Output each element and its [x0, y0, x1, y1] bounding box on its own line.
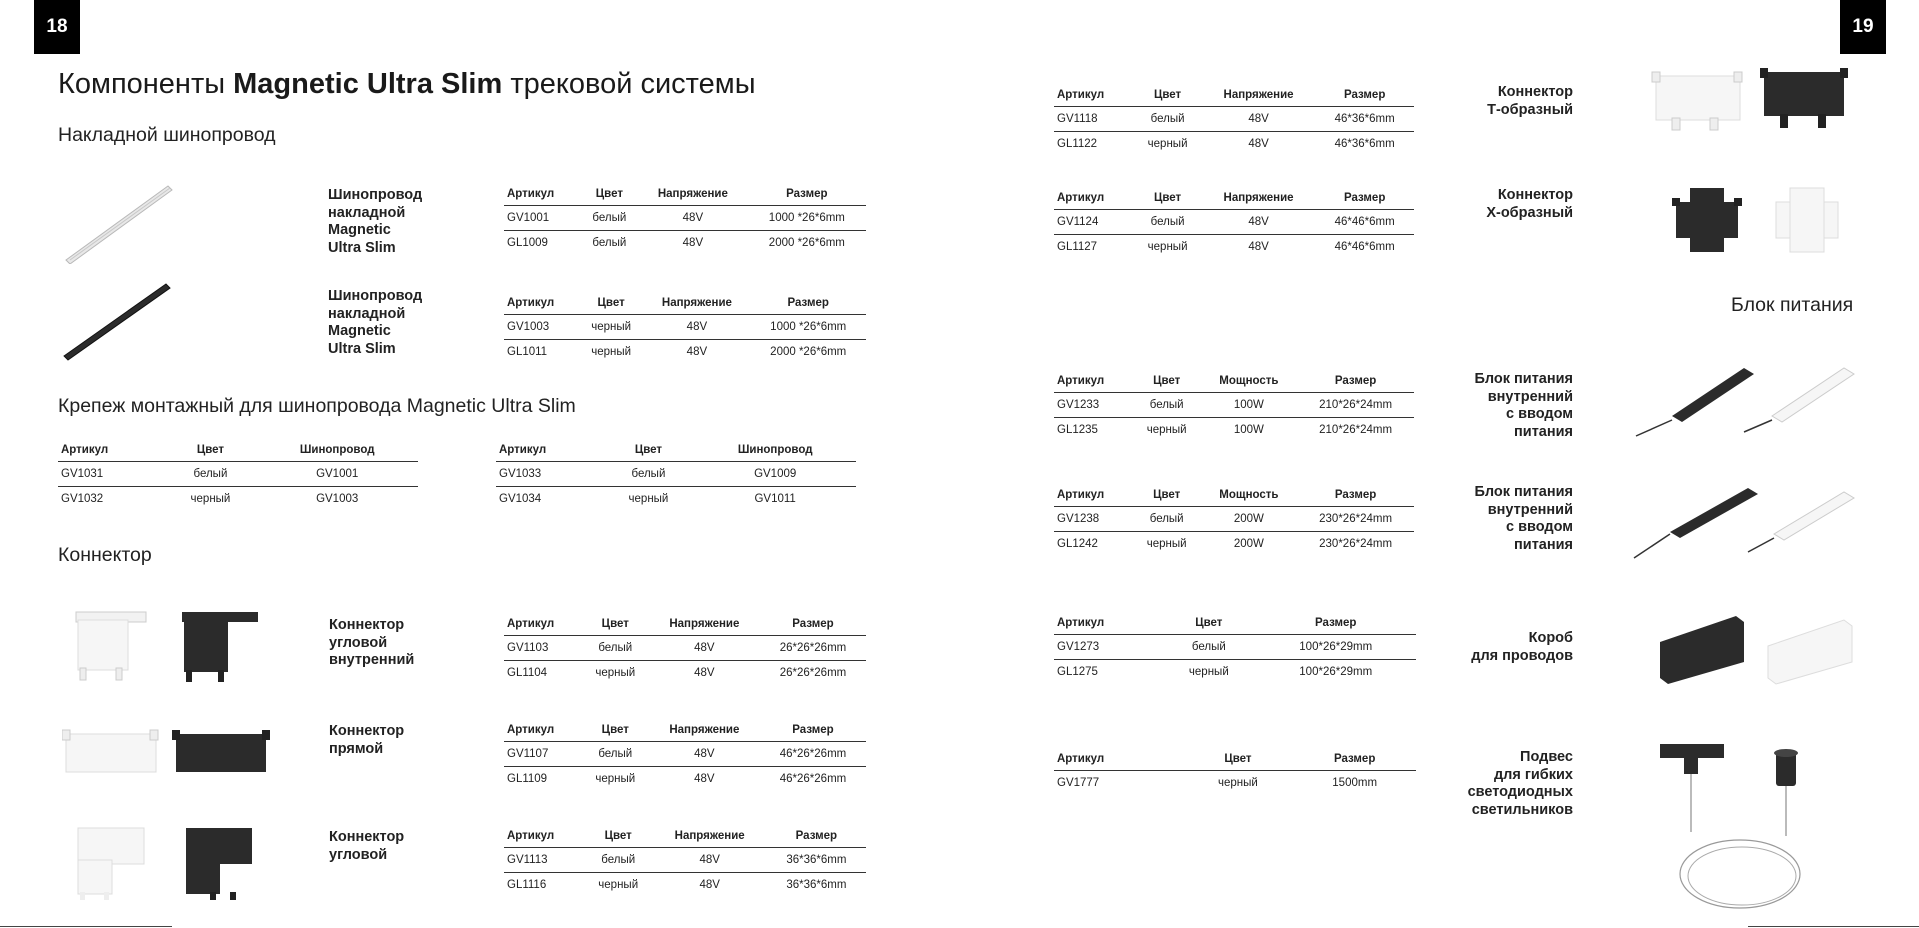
table-header-row [504, 292, 866, 315]
connector-inner-image [70, 606, 270, 686]
table-row [504, 873, 866, 898]
busbar-black-label [328, 288, 422, 358]
cell: 46*26*26mm [779, 773, 847, 785]
label-line: Т-образный [1487, 101, 1573, 118]
label-line: Шинопровод [328, 288, 423, 304]
table-row [1054, 507, 1414, 532]
label-line: угловой [329, 634, 388, 651]
section-power: Блок питания [1731, 294, 1854, 316]
col-header: Напряжение [653, 825, 767, 848]
table-row [58, 462, 418, 487]
cell: GV1118 [1054, 107, 1133, 132]
col-header: Размер [767, 825, 866, 848]
table-header-row [1054, 370, 1414, 393]
cell: 1500mm [1332, 777, 1378, 789]
cell: GV1031 [58, 462, 165, 487]
table-row [504, 231, 866, 256]
col-header: Цвет [1162, 612, 1255, 635]
connector-corner-table [504, 825, 866, 897]
cell: 48V [1202, 107, 1316, 132]
label-line: с вводом [1506, 519, 1573, 535]
cell: белый [1133, 393, 1201, 418]
cell: GV1032 [61, 493, 104, 505]
connector-corner-label [329, 829, 404, 864]
cell: 210*26*24mm [1297, 393, 1414, 418]
cell: черный [591, 346, 632, 358]
table-row [1054, 771, 1416, 796]
cell: белый [582, 742, 649, 767]
cell: 46*26*26mm [760, 742, 866, 767]
cell: 48V [1248, 138, 1269, 150]
col-header: Шинопровод [694, 439, 856, 462]
cell: черный [190, 493, 231, 505]
label-line: Шинопровод [328, 187, 423, 203]
cell: черный [595, 773, 636, 785]
col-header: Размер [1297, 370, 1414, 393]
cell: черный [628, 493, 669, 505]
busbar-white-table [504, 183, 866, 255]
cell: черный [598, 879, 639, 891]
col-header: Цвет [582, 719, 649, 742]
col-header: Цвет [1133, 484, 1201, 507]
connector-x-label [1440, 187, 1573, 222]
connector-t-label [1440, 84, 1573, 119]
mount-right-table [496, 439, 856, 511]
cell: белый [581, 206, 638, 231]
col-header: Артикул [1054, 370, 1133, 393]
cell: белый [1133, 507, 1201, 532]
label-line: Magnetic [328, 222, 391, 238]
cell: 48V [1202, 210, 1316, 235]
title-prefix: Компоненты [58, 68, 234, 100]
cell: черный [1188, 666, 1229, 678]
label-line: питания [1514, 536, 1573, 553]
label-line: Magnetic [328, 323, 391, 339]
page-title [58, 68, 756, 101]
connector-straight-label [329, 723, 404, 758]
cell: 48V [653, 848, 767, 873]
cell: 100W [1233, 424, 1264, 436]
col-header: Размер [1315, 187, 1414, 210]
cell: GL1242 [1057, 538, 1098, 550]
table-row [1054, 418, 1414, 443]
table-row [504, 742, 866, 767]
col-header: Размер [1255, 612, 1416, 635]
col-header: Артикул [58, 439, 165, 462]
cell: 48V [686, 346, 708, 358]
section-mounting: Крепеж монтажный для шинопровода Magnetic Ultra Slim [58, 395, 576, 417]
page-number-text: 19 [1852, 16, 1874, 37]
cell: 230*26*24mm [1297, 507, 1414, 532]
power-100-table [1054, 370, 1414, 442]
cell: GV1777 [1057, 777, 1100, 789]
cell: GV1113 [504, 848, 584, 873]
col-header: Артикул [504, 292, 579, 315]
section-connector: Коннектор [58, 544, 152, 566]
label-line: внутренний [1487, 388, 1573, 405]
cell: белый [165, 462, 257, 487]
label-line: светильников [1471, 801, 1573, 818]
suspension-image [1656, 736, 1836, 916]
col-header: Цвет [584, 825, 653, 848]
cell: 100*26*29mm [1299, 666, 1373, 678]
col-header: Размер [1297, 484, 1414, 507]
label-line: Подвес [1520, 749, 1573, 765]
col-header: Мощность [1201, 484, 1298, 507]
cell: белый [1133, 107, 1201, 132]
label-line: для проводов [1471, 647, 1573, 664]
section-busbar: Накладной шинопровод [58, 124, 276, 146]
power-200-label [1420, 484, 1573, 554]
col-header: Артикул [1054, 187, 1133, 210]
table-row [1054, 235, 1414, 260]
connector-corner-image [74, 824, 274, 904]
table-row [1054, 532, 1414, 557]
cell: GV1124 [1054, 210, 1133, 235]
col-header: Артикул [504, 719, 582, 742]
cell: GV1011 [754, 493, 796, 505]
col-header: Цвет [603, 439, 695, 462]
page-number-right [1840, 0, 1886, 54]
cell: 48V [682, 237, 704, 249]
cell: 200W [1201, 507, 1298, 532]
table-row [1054, 210, 1414, 235]
cell: белый [592, 237, 627, 249]
power-100-image [1632, 360, 1862, 450]
connector-t-table [1054, 84, 1414, 156]
table-row [1054, 660, 1416, 685]
cell: 1000 *26*6mm [748, 206, 866, 231]
wire-box-label [1440, 630, 1573, 665]
label-line: Коннектор [1497, 84, 1573, 100]
col-header: Артикул [1054, 612, 1162, 635]
cell: GV1033 [496, 462, 603, 487]
table-row [504, 767, 866, 792]
col-header: Напряжение [649, 613, 760, 636]
connector-t-image [1650, 66, 1850, 150]
table-row [496, 487, 856, 512]
cell: GV1001 [256, 462, 418, 487]
col-header: Напряжение [1202, 84, 1316, 107]
table-row [496, 462, 856, 487]
bottom-rule-left [0, 926, 172, 927]
busbar-white-image [62, 182, 174, 264]
cell: GL1122 [1057, 138, 1098, 150]
cell: GV1034 [499, 493, 542, 505]
label-line: Коннектор [1497, 187, 1573, 203]
cell: 100W [1201, 393, 1298, 418]
cell: 36*36*6mm [767, 848, 866, 873]
cell: белый [584, 848, 653, 873]
label-line: Блок питания [1474, 371, 1573, 387]
cell: GV1238 [1054, 507, 1133, 532]
cell: черный [1147, 241, 1188, 253]
col-header: Артикул [504, 825, 584, 848]
col-header: Цвет [1133, 187, 1201, 210]
cell: 210*26*24mm [1319, 424, 1393, 436]
title-bold: Magnetic Ultra Slim [233, 68, 503, 100]
col-header: Напряжение [643, 292, 750, 315]
col-header: Артикул [1054, 84, 1133, 107]
label-line: питания [1514, 423, 1573, 440]
cell: 48V [694, 667, 715, 679]
cell: GV1273 [1054, 635, 1162, 660]
cell: черный [1146, 538, 1187, 550]
cell: GL1109 [507, 773, 548, 785]
cell: 46*36*6mm [1315, 107, 1414, 132]
cell: 36*36*6mm [786, 879, 847, 891]
table-row [504, 661, 866, 686]
table-header-row [496, 439, 856, 462]
label-line: внутренний [1487, 501, 1573, 518]
label-line: накладной [328, 305, 406, 322]
cell: GL1275 [1057, 666, 1098, 678]
col-header: Артикул [1054, 748, 1183, 771]
label-line: прямой [329, 740, 384, 757]
cell: GV1103 [504, 636, 582, 661]
col-header: Размер [1293, 748, 1416, 771]
power-200-image [1630, 482, 1862, 562]
table-header-row [1054, 187, 1414, 210]
cell: 48V [694, 773, 715, 785]
connector-inner-table [504, 613, 866, 685]
page-number-text: 18 [46, 16, 68, 37]
label-line: Ultra Slim [328, 239, 396, 256]
cell: GV1233 [1054, 393, 1133, 418]
cell: белый [1133, 210, 1201, 235]
busbar-black-table [504, 292, 866, 364]
connector-x-image [1668, 184, 1848, 264]
cell: 46*36*6mm [1334, 138, 1395, 150]
col-header: Шинопровод [256, 439, 418, 462]
cell: GV1003 [316, 493, 359, 505]
cell: GV1009 [694, 462, 856, 487]
table-header-row [504, 613, 866, 636]
cell: 2000 *26*6mm [768, 237, 845, 249]
cell: 100*26*29mm [1255, 635, 1416, 660]
mount-left-table [58, 439, 418, 511]
cell: GV1003 [504, 315, 579, 340]
cell: черный [579, 315, 644, 340]
cell: 230*26*24mm [1319, 538, 1393, 550]
col-header: Артикул [496, 439, 603, 462]
label-line: светодиодных [1467, 784, 1573, 800]
label-line: Коннектор [329, 723, 405, 739]
table-header-row [58, 439, 418, 462]
power-200-table [1054, 484, 1414, 556]
title-suffix: трековой системы [502, 68, 756, 100]
table-row [504, 206, 866, 231]
label-line: угловой [329, 846, 388, 863]
page-number-left [34, 0, 80, 54]
cell: 46*46*6mm [1334, 241, 1395, 253]
label-line: внутренний [329, 652, 415, 668]
table-header-row [1054, 84, 1414, 107]
cell: GL1104 [507, 667, 548, 679]
col-header: Напряжение [638, 183, 748, 206]
cell: черный [1147, 138, 1188, 150]
table-row [504, 848, 866, 873]
table-row [1054, 635, 1416, 660]
suspension-table [1054, 748, 1416, 795]
cell: 48V [649, 636, 760, 661]
cell: GV1001 [504, 206, 581, 231]
bottom-rule-right [1748, 926, 1919, 927]
connector-inner-label [329, 617, 414, 670]
col-header: Артикул [1054, 484, 1133, 507]
cell: 200W [1233, 538, 1264, 550]
col-header: Размер [760, 613, 866, 636]
cell: GL1011 [507, 346, 548, 358]
table-header-row [504, 183, 866, 206]
col-header: Размер [760, 719, 866, 742]
table-header-row [1054, 748, 1416, 771]
col-header: Артикул [504, 613, 582, 636]
col-header: Цвет [581, 183, 638, 206]
table-row [58, 487, 418, 512]
cell: черный [1146, 424, 1187, 436]
cell: белый [1162, 635, 1255, 660]
table-row [504, 340, 866, 365]
table-row [1054, 107, 1414, 132]
col-header: Цвет [1133, 84, 1201, 107]
label-line: для гибких [1493, 766, 1573, 783]
cell: 26*26*26mm [760, 636, 866, 661]
table-header-row [504, 825, 866, 848]
label-line: Коннектор [329, 617, 405, 633]
col-header: Цвет [579, 292, 644, 315]
cell: GV1107 [504, 742, 582, 767]
label-line: Коннектор [329, 829, 405, 845]
table-row [504, 315, 866, 340]
cell: GL1235 [1057, 424, 1098, 436]
col-header: Цвет [1183, 748, 1294, 771]
connector-straight-table [504, 719, 866, 791]
cell: черный [1218, 777, 1258, 789]
cell: 26*26*26mm [779, 667, 847, 679]
cell: 48V [638, 206, 748, 231]
cell: GL1009 [507, 237, 548, 249]
cell: GL1116 [507, 879, 547, 891]
cell: GL1127 [1057, 241, 1098, 253]
col-header: Напряжение [649, 719, 760, 742]
label-line: с вводом [1506, 406, 1573, 422]
col-header: Размер [750, 292, 866, 315]
cell: белый [603, 462, 695, 487]
table-header-row [504, 719, 866, 742]
col-header: Цвет [582, 613, 649, 636]
col-header: Цвет [165, 439, 257, 462]
label-line: Короб [1528, 630, 1573, 646]
cell: белый [582, 636, 649, 661]
label-line: Блок питания [1474, 484, 1573, 500]
table-row [1054, 393, 1414, 418]
table-row [1054, 132, 1414, 157]
col-header: Мощность [1201, 370, 1298, 393]
cell: 48V [699, 879, 720, 891]
busbar-black-image [60, 280, 172, 362]
col-header: Цвет [1133, 370, 1201, 393]
suspension-label [1420, 749, 1573, 819]
col-header: Напряжение [1202, 187, 1316, 210]
col-header: Размер [1315, 84, 1414, 107]
wire-box-image [1656, 606, 1856, 686]
connector-straight-image [62, 724, 272, 780]
cell: 46*46*6mm [1315, 210, 1414, 235]
connector-x-table [1054, 187, 1414, 259]
cell: черный [595, 667, 636, 679]
table-row [504, 636, 866, 661]
cell: 2000 *26*6mm [770, 346, 847, 358]
col-header: Размер [748, 183, 866, 206]
cell: 48V [649, 742, 760, 767]
label-line: Х-образный [1486, 204, 1573, 221]
cell: 48V [643, 315, 750, 340]
busbar-white-label [328, 187, 422, 257]
cell: 1000 *26*6mm [750, 315, 866, 340]
col-header: Артикул [504, 183, 581, 206]
label-line: Ultra Slim [328, 340, 396, 357]
wire-box-table [1054, 612, 1416, 684]
power-100-label [1420, 371, 1573, 441]
cell: 48V [1248, 241, 1269, 253]
label-line: накладной [328, 204, 406, 221]
table-header-row [1054, 612, 1416, 635]
table-header-row [1054, 484, 1414, 507]
